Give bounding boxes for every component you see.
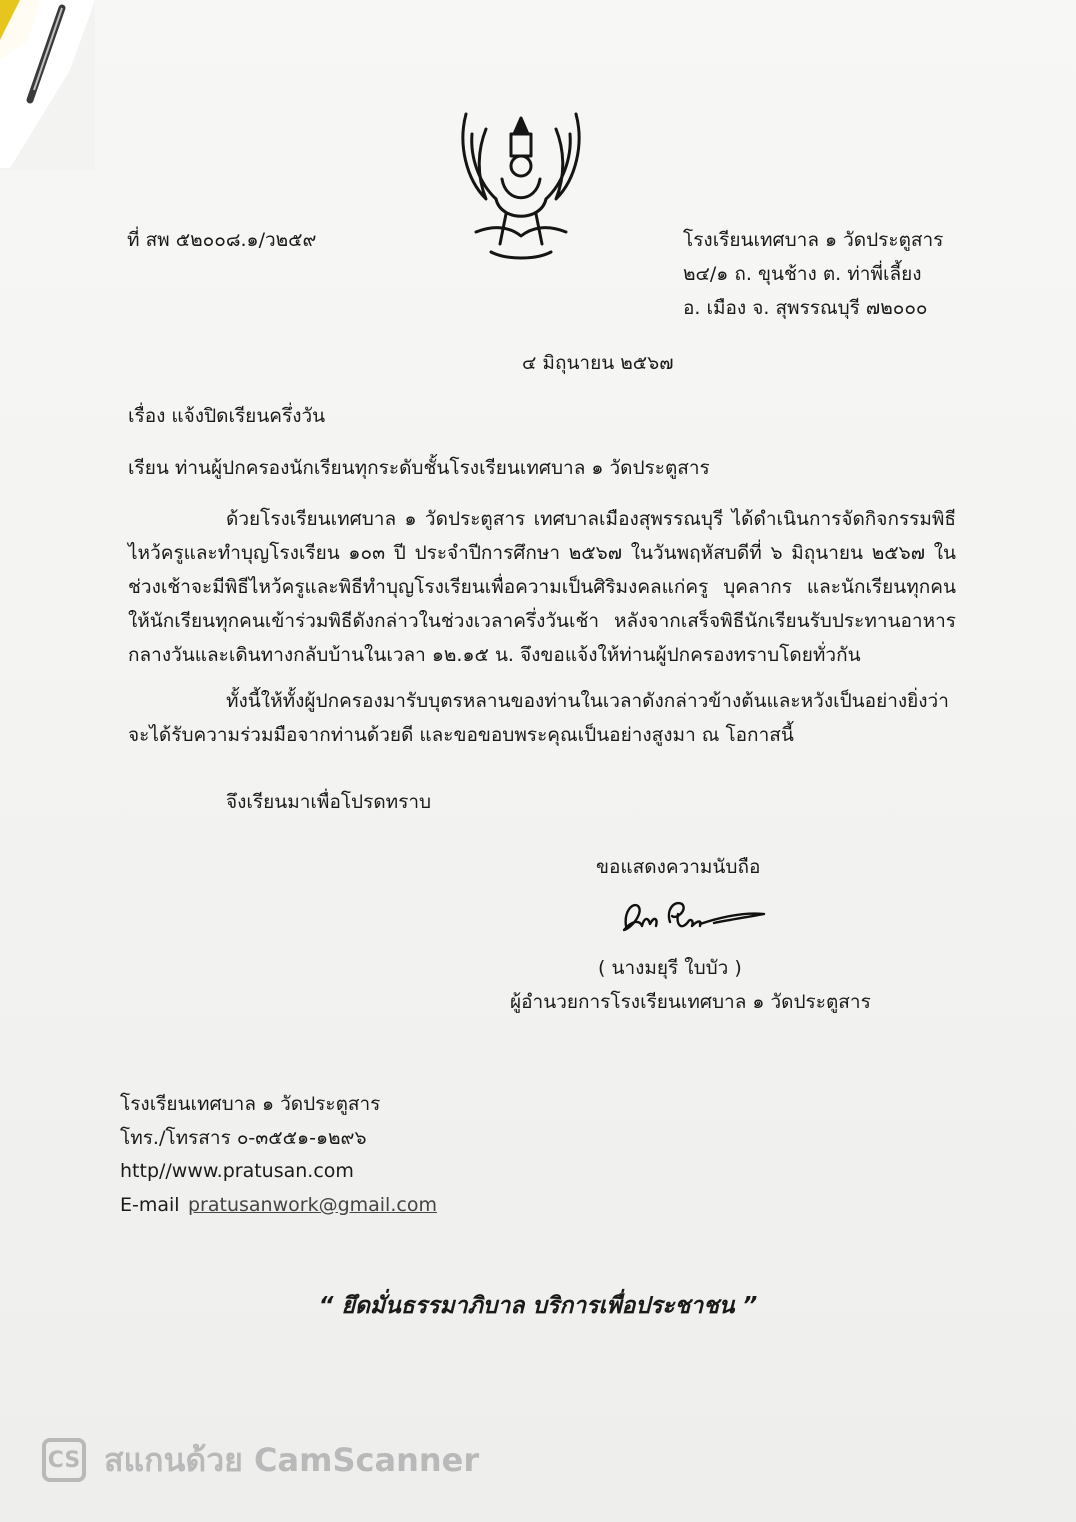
footer-phone: โทร./โทรสาร ๐-๓๕๕๑-๑๒๙๖	[120, 1127, 367, 1149]
reference-number: ที่ สพ ๕๒๐๐๘.๑/ว๒๕๙	[127, 229, 317, 251]
school-address-line-2: ๒๔/๑ ถ. ขุนช้าง ต. ท่าพี่เลี้ยง	[683, 263, 922, 285]
closing-line: จึงเรียนมาเพื่อโปรดทราบ	[226, 791, 432, 813]
school-address-line-1: โรงเรียนเทศบาล ๑ วัดประตูสาร	[683, 229, 944, 251]
footer-email-label: E-mail	[120, 1194, 180, 1216]
paper-clip-corner	[0, 0, 95, 170]
letter-salutation: เรียน ท่านผู้ปกครองนักเรียนทุกระดับชั้นโรงเรียนเทศบาล ๑ วัดประตูสาร	[128, 457, 710, 479]
signer-title: ผู้อำนวยการโรงเรียนเทศบาล ๑ วัดประตูสาร	[510, 991, 871, 1013]
letter-date: ๔ มิถุนายน ๒๕๖๗	[522, 352, 674, 374]
school-motto: “ ยึดมั่นธรรมาภิบาล บริการเพื่อประชาชน ”	[318, 1293, 758, 1319]
footer-email-link[interactable]: pratusanwork@gmail.com	[188, 1194, 437, 1216]
body-paragraph-2	[128, 684, 956, 752]
handwritten-signature	[618, 890, 768, 938]
footer-school: โรงเรียนเทศบาล ๑ วัดประตูสาร	[120, 1093, 381, 1115]
camscanner-logo-icon: CS	[42, 1438, 86, 1482]
camscanner-watermark	[42, 1436, 479, 1484]
camscanner-watermark-text: สแกนด้วย CamScanner	[104, 1440, 480, 1479]
body-paragraph-1-text: ด้วยโรงเรียนเทศบาล ๑ วัดประตูสาร เทศบาลเมืองสุพรรณบุรี ได้ดำเนินการจัดกิจกรรมพิธีไหว้ครูและทำบุญโรงเรียน ๑๐๓ ปี ประจำปีการศึกษา ๒๕๖๗ ในวันพฤหัสบดีที่ ๖ มิถุนายน ๒๕๖๗ ในช่วงเช้าจะมีพิธีไหว้ครูและพิธีทำบุญโรงเรียนเพื่อความเป็นศิริมงคลแก่ครู บุคลากร และนักเรียนทุกคนให้นักเรียนทุกคนเข้าร่วมพิธีดังกล่าวในช่วงเวลาครึ่งวันเช้า หลังจากเสร็จพิธีนักเรียนรับประทานอาหารกลางวันและเดินทางกลับบ้านในเวลา ๑๒.๑๕ น. จึงขอแจ้งให้ท่านผู้ปกครองทราบโดยทั่วกัน	[128, 508, 956, 666]
body-paragraph-1	[128, 502, 956, 672]
garuda-emblem-icon	[456, 104, 586, 264]
signer-name: ( นางมยุรี ใบบัว )	[598, 957, 742, 979]
school-address-line-3: อ. เมือง จ. สุพรรณบุรี ๗๒๐๐๐	[683, 297, 928, 319]
regards-text: ขอแสดงความนับถือ	[596, 856, 761, 878]
footer-website[interactable]: http//www.pratusan.com	[120, 1160, 354, 1182]
body-paragraph-2-text: ทั้งนี้ให้ทั้งผู้ปกครองมารับบุตรหลานของท่านในเวลาดังกล่าวข้างต้นและหวังเป็นอย่างยิ่งว่าจะได้รับความร่วมมือจากท่านด้วยดี และขอขอบพระคุณเป็นอย่างสูงมา ณ โอกาสนี้	[128, 690, 949, 746]
letter-subject: เรื่อง แจ้งปิดเรียนครึ่งวัน	[128, 405, 326, 427]
